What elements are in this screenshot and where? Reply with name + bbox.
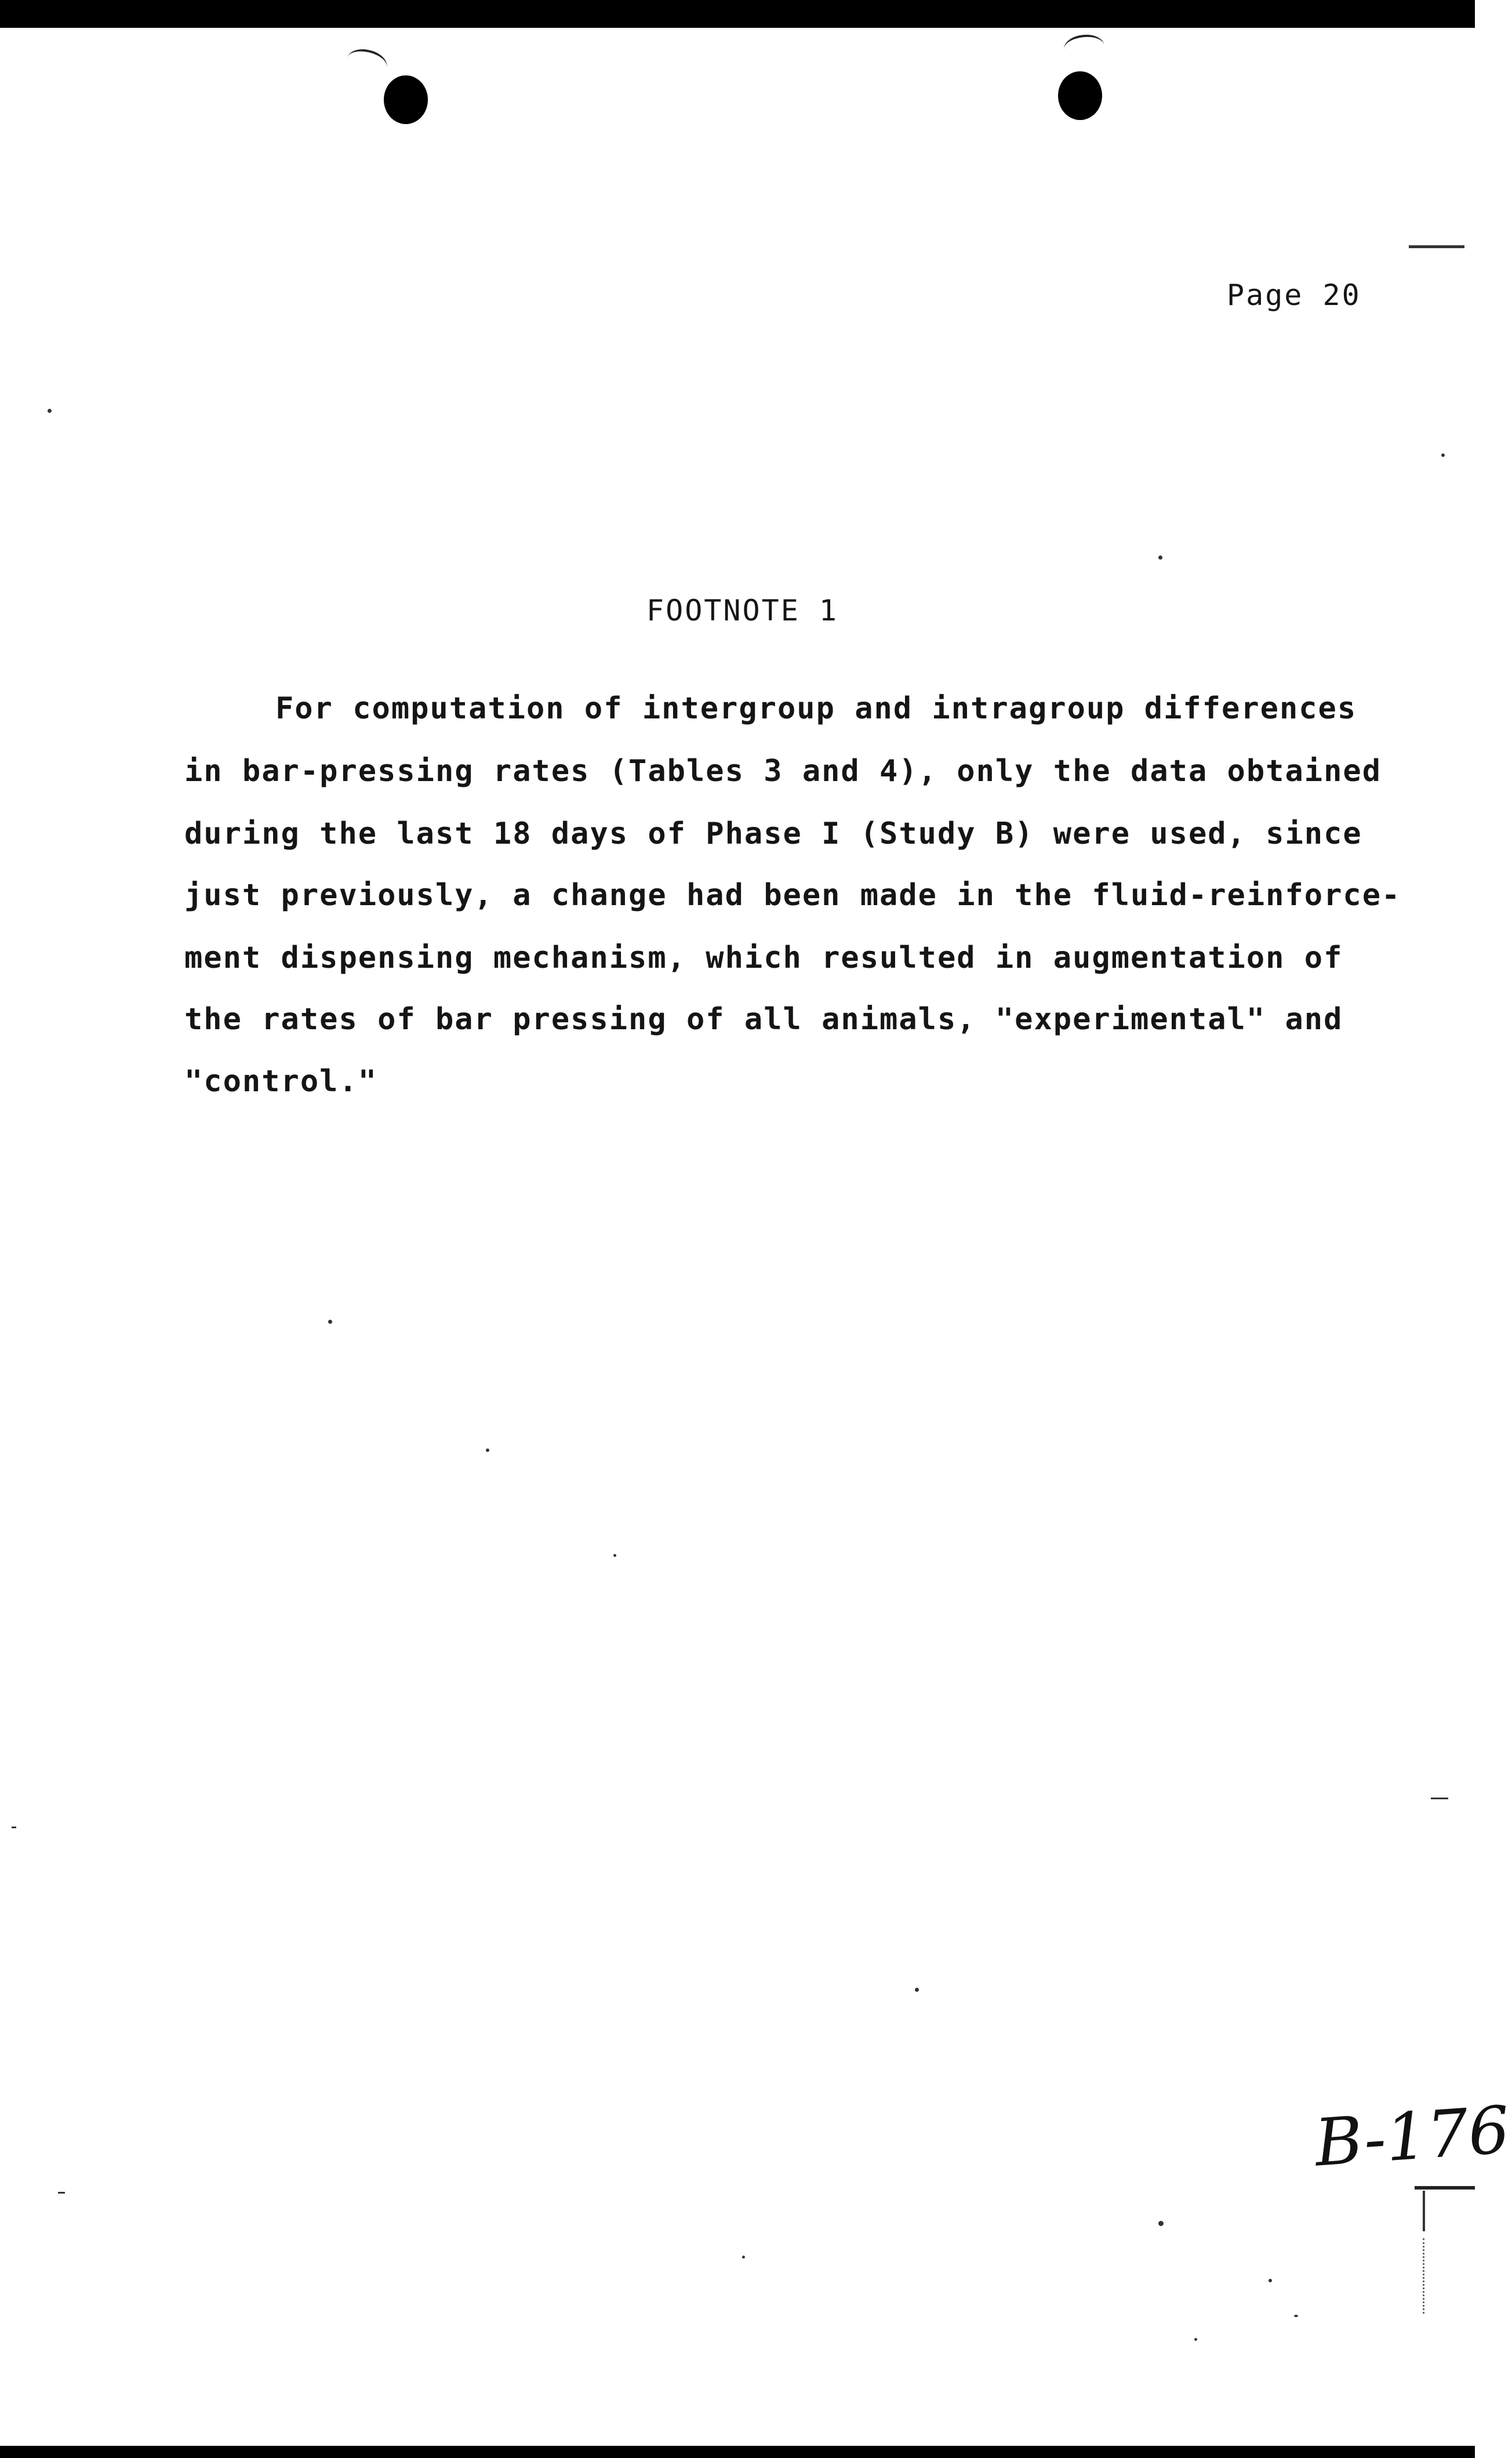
punch-hole-right <box>1058 71 1102 120</box>
scan-top-border <box>0 0 1475 28</box>
handwritten-annotation: B-176 <box>1312 2092 1512 2181</box>
paragraph-line: in bar-pressing rates (Tables 3 and 4), only the data obtained <box>184 754 1382 789</box>
scan-bottom-border <box>0 2446 1475 2458</box>
punch-hole-left <box>384 75 428 124</box>
paragraph-line: "control." <box>184 1064 378 1099</box>
punch-hole-shadow-left <box>344 45 390 80</box>
page-number: Page 20 <box>1227 278 1361 312</box>
paragraph-line: For computation of intergroup and intragroup differences <box>275 691 1357 726</box>
paragraph-line: ment dispensing mechanism, which resulted in augmentation of <box>184 941 1343 975</box>
footnote-heading: FOOTNOTE 1 <box>646 594 839 627</box>
paragraph-line: the rates of bar pressing of all animals, "experimental" and <box>184 1002 1343 1037</box>
punch-hole-shadow-right <box>1063 32 1106 62</box>
paragraph-line: just previously, a change had been made in the fluid-reinforce- <box>184 878 1401 913</box>
corner-bracket-mark <box>1415 2186 1475 2319</box>
edge-mark <box>1409 245 1464 248</box>
paragraph-line: during the last 18 days of Phase I (Study B) were used, since <box>184 816 1362 851</box>
